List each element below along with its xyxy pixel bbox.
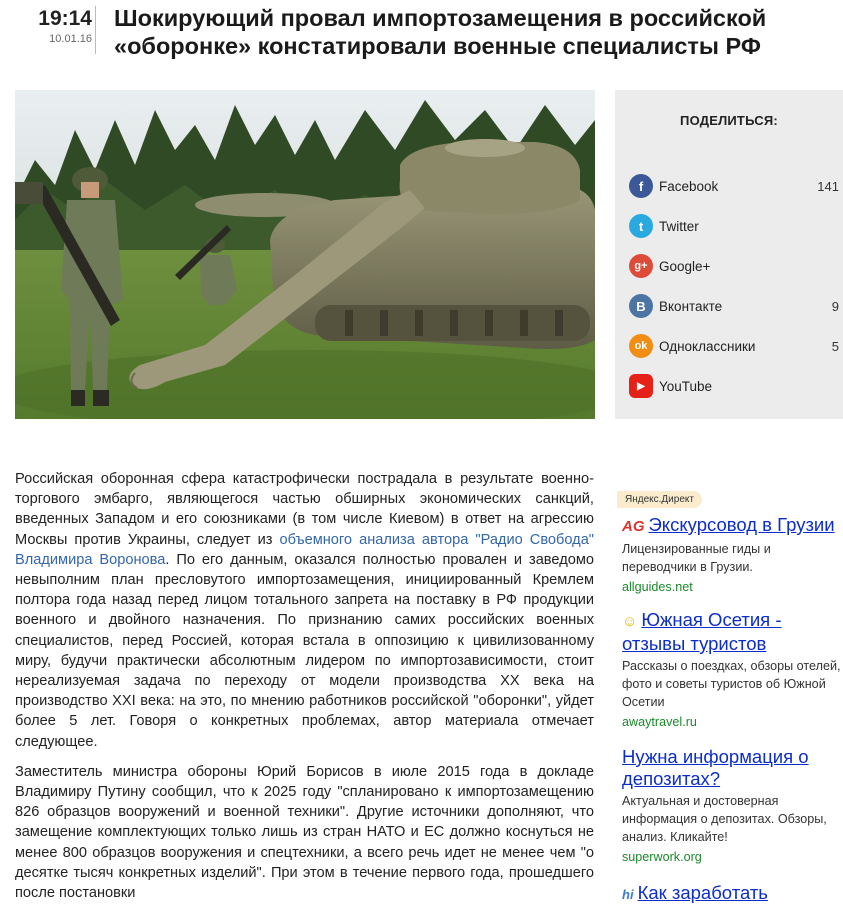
share-list <box>629 166 841 406</box>
ad-item <box>615 882 843 906</box>
article-paragraph <box>15 469 594 752</box>
ad-title: Экскурсовод в Грузии <box>648 514 835 535</box>
ag-logo-icon: AG <box>622 518 645 535</box>
share-label: Вконтакте <box>659 298 723 314</box>
ad-title: Нужна информация о депозитах? <box>622 746 809 789</box>
hi-logo-icon: hi <box>622 887 634 902</box>
share-youtube[interactable] <box>629 366 841 406</box>
share-label: Twitter <box>659 218 699 234</box>
share-label: Google+ <box>659 258 711 274</box>
yandex-direct-ads <box>615 489 843 906</box>
twitter-icon: t <box>629 214 653 238</box>
ad-text: Актуальная и достоверная информация о депозитах. Обзоры, анализ. Кликайте! <box>622 794 827 844</box>
facebook-icon: f <box>629 174 653 198</box>
ad-item <box>615 514 843 596</box>
share-panel <box>615 90 843 419</box>
share-odnoklassniki[interactable] <box>629 326 841 366</box>
share-google-plus[interactable] <box>629 246 841 286</box>
ad-title-link[interactable] <box>622 514 843 538</box>
odnoklassniki-icon: ok <box>629 334 653 358</box>
post-time: 19:14 <box>38 7 92 30</box>
share-count: 9 <box>831 298 839 314</box>
ads-label: Яндекс.Директ <box>617 491 702 508</box>
ad-domain[interactable]: superwork.org <box>622 850 702 864</box>
ad-text: Рассказы о поездках, обзоры отелей, фото и советы туристов об Южной Осетии <box>622 659 841 709</box>
smiley-icon: ☺ <box>622 613 638 630</box>
share-label: YouTube <box>659 378 713 394</box>
share-label: Одноклассники <box>659 338 756 354</box>
paragraph-text: Российская оборонная сфера катастрофически пострадала в результате военно-торгового эмбарго, являющегося частью обширных экономических санкций, введенных Западом и его союзниками (в том числе Киевом) в ответ на агрессию Москвы против Украины, следует из <box>15 471 594 548</box>
ad-text: Лицензированные гиды и переводчики в Грузии. <box>622 542 771 574</box>
ad-title: Южная Осетия - отзывы туристов <box>622 609 782 654</box>
share-count: 5 <box>831 338 839 354</box>
source-link[interactable]: объемного анализа автора "Радио Свобода" Владимира Воронова <box>15 531 594 568</box>
ad-domain[interactable]: allguides.net <box>622 580 693 594</box>
timestamp <box>22 6 92 46</box>
share-twitter[interactable] <box>629 206 841 246</box>
header-divider <box>95 6 96 54</box>
share-facebook[interactable] <box>629 166 841 206</box>
ad-item <box>615 746 843 866</box>
share-count: 141 <box>817 178 839 194</box>
ad-title-link[interactable] <box>622 882 843 906</box>
ad-item <box>615 609 843 731</box>
ad-domain[interactable]: awaytravel.ru <box>622 715 697 729</box>
share-label: Facebook <box>659 178 719 194</box>
ad-title: Как заработать <box>637 882 768 903</box>
share-vkontakte[interactable] <box>629 286 841 326</box>
ad-title-link[interactable] <box>622 746 843 790</box>
article-paragraph: Заместитель министра обороны Юрий Борисов в июле 2015 года в докладе Владимиру Путину сообщил, что к 2025 году "спланировано к импортозамещению 826 образцов вооружений и военной техники". Другие источники дополняют, что замещение комплектующих только лишь из стран НАТО и ЕС должно коснуться не менее 800 образцов вооружения и спецтехники, а всего речь идет не менее чем "о десятке тысяч конкретных изделий". При этом в течение первого года, прошедшего после постановки <box>15 763 594 902</box>
article-body <box>15 469 594 913</box>
share-heading: ПОДЕЛИТЬСЯ: <box>680 113 778 128</box>
youtube-icon: ▶ <box>629 374 653 398</box>
vkontakte-icon: B <box>629 294 653 318</box>
ad-title-link[interactable] <box>622 609 843 655</box>
google-plus-icon: g+ <box>629 254 653 278</box>
article-title: Шокирующий провал импортозамещения в российской «оборонке» констатировали военные специалисты РФ <box>114 5 767 59</box>
post-date: 10.01.16 <box>49 33 92 45</box>
paragraph-text: . По его данным, оказался полностью провален и заведомо невыполним план пресловутого импортозамещения, инициированный Кремлем полтора года назад перед лицом тотального запрета на поставку в РФ продукции военного и двойного назначения. По признанию самих российских военных специалистов, перед Россией, которая встала в оппозицию к цивилизованному миру, будучи практически абсолютным лидером по импортозависимости, стоит нереализуемая задача по переходу от модели производства XX века на производство XXI века: на это, по мнению работников российской "оборонки", уйдет более 5 лет. Говоря о конкретных проблемах, автор материала отмечает следующее. <box>15 551 594 750</box>
article-photo <box>15 90 595 419</box>
